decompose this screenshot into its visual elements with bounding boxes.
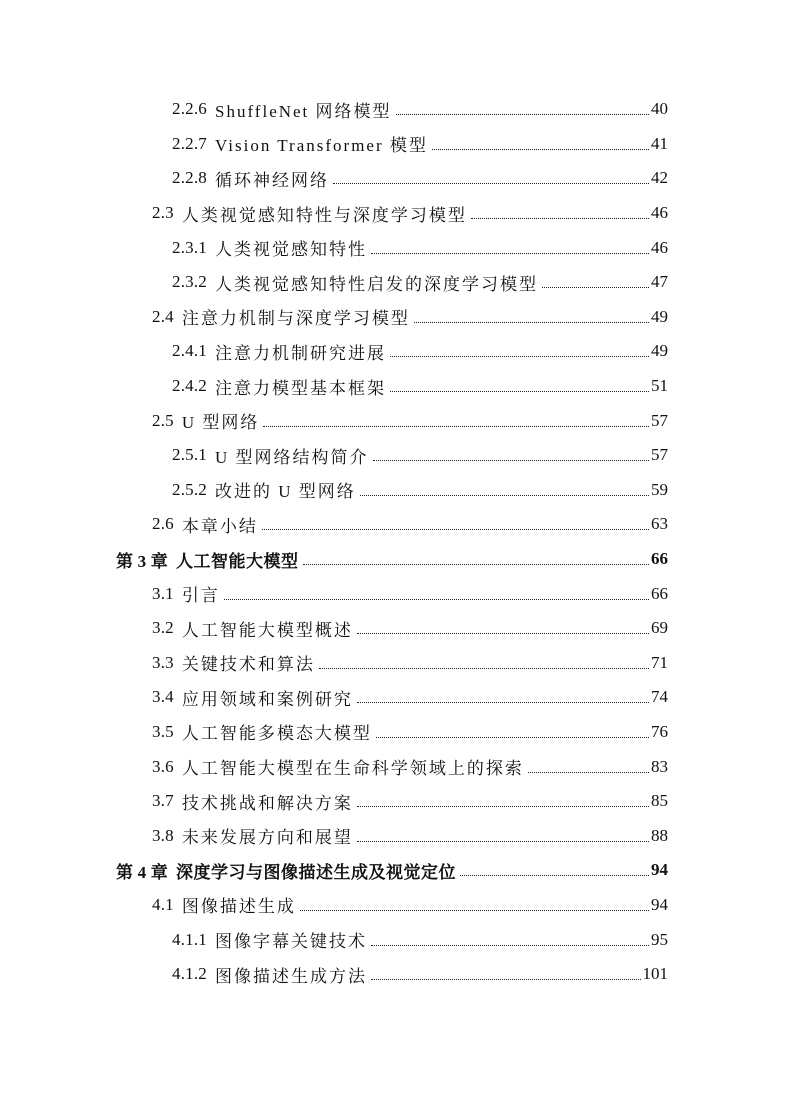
toc-entry-number: 4.1.1 xyxy=(172,929,207,949)
toc-entry-title: U 型网络 xyxy=(181,413,260,433)
toc-entry-number: 3.1 xyxy=(152,583,174,603)
toc-entry-page: 46 xyxy=(651,203,668,223)
toc-entry-page: 94 xyxy=(651,860,668,880)
toc-dot-leader xyxy=(390,390,649,392)
toc-entry-page: 49 xyxy=(651,341,668,361)
toc-entry xyxy=(0,196,785,231)
toc-entry-number: 2.4 xyxy=(152,306,174,326)
toc-dot-leader xyxy=(542,286,649,288)
toc-entry-page: 88 xyxy=(651,825,668,845)
toc-entry-page: 85 xyxy=(651,791,668,811)
toc-dot-leader xyxy=(414,321,649,323)
toc-dot-leader xyxy=(371,978,641,980)
toc-entry-title: 循环神经网络 xyxy=(215,170,329,190)
toc-entry xyxy=(0,957,785,992)
toc-dot-leader xyxy=(390,355,649,357)
toc-entry-number: 2.3 xyxy=(152,203,174,223)
toc-entry-title: U 型网络结构简介 xyxy=(215,447,369,467)
toc-entry-title: 技术挑战和解决方案 xyxy=(181,793,353,813)
toc-entry-page: 47 xyxy=(651,272,668,292)
toc-entry-number: 3.2 xyxy=(152,618,174,638)
toc-entry-number: 2.2.7 xyxy=(172,133,207,153)
toc-entry-number: 2.5.2 xyxy=(172,479,207,499)
toc-entry xyxy=(0,265,785,300)
toc-entry xyxy=(0,922,785,957)
toc-entry-page: 59 xyxy=(651,479,668,499)
toc-entry xyxy=(0,161,785,196)
toc-entry xyxy=(0,92,785,127)
toc-entry-title: 改进的 U 型网络 xyxy=(215,482,356,502)
toc-entry xyxy=(0,127,785,162)
toc-entry xyxy=(0,715,785,750)
toc-dot-leader xyxy=(303,563,650,565)
toc-dot-leader xyxy=(357,701,649,703)
toc-entry-number: 3.6 xyxy=(152,756,174,776)
toc-entry xyxy=(0,300,785,335)
toc-entry-page: 63 xyxy=(651,514,668,534)
toc-dot-leader xyxy=(357,805,649,807)
toc-entry-title: 本章小结 xyxy=(181,516,258,536)
toc-entry-title: 人工智能大模型概述 xyxy=(181,620,353,640)
toc-entry-title: 应用领域和案例研究 xyxy=(181,689,353,709)
toc-entry-number: 2.6 xyxy=(152,514,174,534)
toc-entry-page: 66 xyxy=(651,583,668,603)
toc-entry-number: 3.5 xyxy=(152,721,174,741)
toc-entry xyxy=(0,507,785,542)
toc-entry-title: ShuffleNet 网络模型 xyxy=(215,101,392,121)
toc-entry-title: 人类视觉感知特性与深度学习模型 xyxy=(181,205,467,225)
toc-entry-title: 人工智能多模态大模型 xyxy=(181,724,372,744)
toc-entry xyxy=(0,403,785,438)
toc-dot-leader xyxy=(319,667,649,669)
toc-dot-leader xyxy=(432,148,649,150)
toc-dot-leader xyxy=(262,528,649,530)
toc-entry-page: 76 xyxy=(651,721,668,741)
toc-entry-page: 101 xyxy=(642,964,668,984)
toc-entry-title: 引言 xyxy=(181,586,220,606)
toc-entry-number: 2.2.6 xyxy=(172,99,207,119)
toc-entry-title: 注意力模型基本框架 xyxy=(215,378,386,398)
toc-dot-leader xyxy=(396,113,649,115)
toc-entry-title: 注意力机制研究进展 xyxy=(215,343,386,363)
toc-entry-page: 95 xyxy=(651,929,668,949)
toc-entry-page: 42 xyxy=(651,168,668,188)
table-of-contents xyxy=(0,92,785,991)
toc-entry-title: 图像描述生成 xyxy=(181,897,296,917)
toc-entry-number: 3.4 xyxy=(152,687,174,707)
toc-entry xyxy=(0,576,785,611)
toc-entry-number: 第 3 章 xyxy=(116,551,168,571)
toc-entry xyxy=(0,473,785,508)
toc-entry-page: 40 xyxy=(651,99,668,119)
toc-entry-page: 49 xyxy=(651,306,668,326)
toc-entry xyxy=(0,853,785,888)
toc-entry-page: 41 xyxy=(651,133,668,153)
toc-entry-title: 关键技术和算法 xyxy=(181,655,315,675)
toc-dot-leader xyxy=(263,425,649,427)
toc-entry-page: 46 xyxy=(651,237,668,257)
toc-dot-leader xyxy=(376,736,649,738)
toc-entry-number: 2.5.1 xyxy=(172,445,207,465)
toc-entry-page: 51 xyxy=(651,376,668,396)
toc-entry-title: 图像字幕关键技术 xyxy=(215,932,367,952)
toc-dot-leader xyxy=(371,252,649,254)
toc-entry-page: 69 xyxy=(651,618,668,638)
toc-entry-title: 图像描述生成方法 xyxy=(215,966,367,986)
toc-dot-leader xyxy=(373,459,649,461)
toc-entry-number: 3.8 xyxy=(152,825,174,845)
toc-entry-number: 2.3.1 xyxy=(172,237,207,257)
toc-dot-leader xyxy=(357,840,649,842)
toc-entry-title: 未来发展方向和展望 xyxy=(181,828,353,848)
toc-entry-title: 人工智能大模型 xyxy=(176,551,299,571)
toc-entry-number: 第 4 章 xyxy=(116,862,168,882)
toc-entry-page: 57 xyxy=(651,445,668,465)
toc-entry-page: 83 xyxy=(651,756,668,776)
toc-entry-number: 2.5 xyxy=(152,410,174,430)
toc-entry-title: 深度学习与图像描述生成及视觉定位 xyxy=(176,862,456,882)
toc-dot-leader xyxy=(371,944,649,946)
toc-entry xyxy=(0,369,785,404)
toc-dot-leader xyxy=(300,909,649,911)
toc-entry-page: 71 xyxy=(651,652,668,672)
toc-entry-number: 4.1.2 xyxy=(172,964,207,984)
toc-dot-leader xyxy=(360,494,649,496)
toc-entry-page: 66 xyxy=(651,549,668,569)
toc-entry-title: 注意力机制与深度学习模型 xyxy=(181,309,410,329)
toc-entry xyxy=(0,542,785,577)
toc-dot-leader xyxy=(528,771,649,773)
toc-entry xyxy=(0,334,785,369)
toc-entry-title: Vision Transformer 模型 xyxy=(215,136,428,156)
toc-entry-number: 4.1 xyxy=(152,894,174,914)
toc-entry-title: 人类视觉感知特性 xyxy=(215,240,367,260)
toc-entry-page: 57 xyxy=(651,410,668,430)
toc-entry-page: 74 xyxy=(651,687,668,707)
toc-entry xyxy=(0,888,785,923)
toc-entry-number: 3.7 xyxy=(152,791,174,811)
toc-entry xyxy=(0,680,785,715)
toc-dot-leader xyxy=(460,874,649,876)
toc-entry xyxy=(0,230,785,265)
toc-entry-number: 2.2.8 xyxy=(172,168,207,188)
toc-entry-number: 2.4.1 xyxy=(172,341,207,361)
toc-entry-title: 人工智能大模型在生命科学领域上的探索 xyxy=(181,759,524,779)
toc-dot-leader xyxy=(224,598,649,600)
toc-entry xyxy=(0,438,785,473)
toc-dot-leader xyxy=(471,217,649,219)
toc-entry xyxy=(0,749,785,784)
toc-entry-number: 2.4.2 xyxy=(172,376,207,396)
toc-entry xyxy=(0,784,785,819)
toc-entry xyxy=(0,646,785,681)
toc-dot-leader xyxy=(333,182,649,184)
toc-entry xyxy=(0,611,785,646)
toc-entry-title: 人类视觉感知特性启发的深度学习模型 xyxy=(215,274,538,294)
toc-entry-number: 2.3.2 xyxy=(172,272,207,292)
toc-dot-leader xyxy=(357,632,649,634)
toc-entry xyxy=(0,818,785,853)
toc-entry-page: 94 xyxy=(651,894,668,914)
toc-entry-number: 3.3 xyxy=(152,652,174,672)
